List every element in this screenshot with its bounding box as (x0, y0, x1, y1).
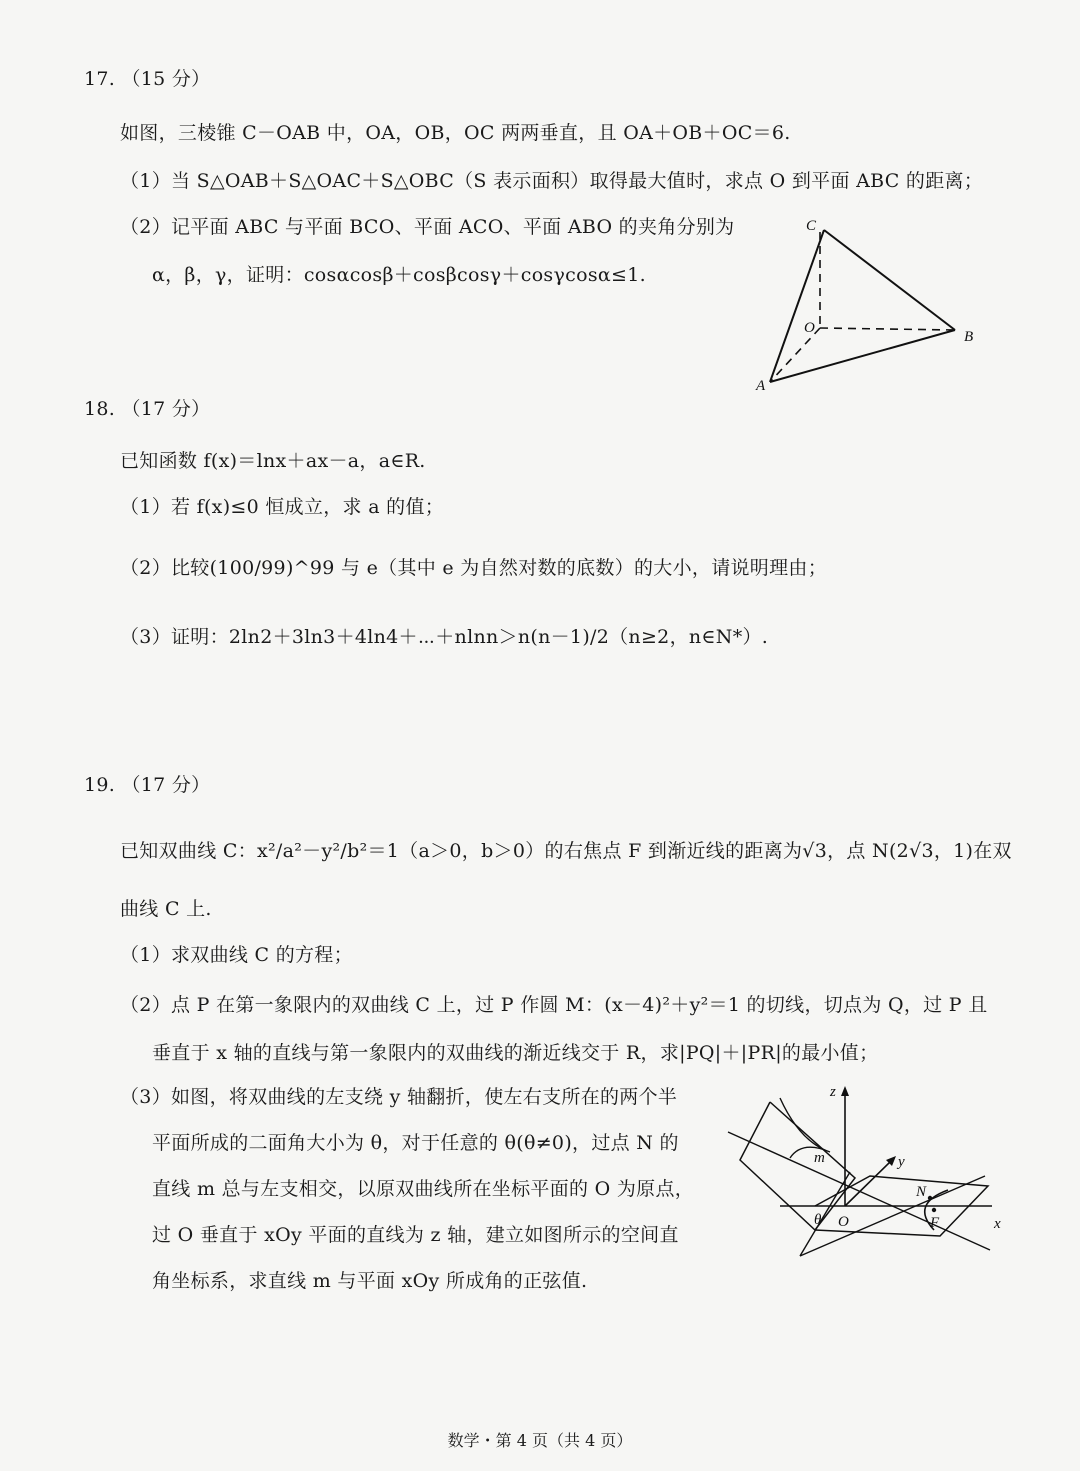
q18-part2: （2）比较(100/99)^99 与 e（其中 e 为自然对数的底数）的大小，请说明理由； (120, 557, 828, 579)
q17-stem: 如图，三棱锥 C－OAB 中，OA，OB，OC 两两垂直，且 OA＋OB＋OC＝6. (120, 122, 791, 144)
q18-part3: （3）证明：2ln2＋3ln3＋4ln4＋⋯＋nlnn＞n(n－1)/2（n≥2，n∈N*）. (120, 626, 769, 648)
q18-stem: 已知函数 f(x)＝lnx＋ax－a，a∈R. (120, 450, 426, 472)
label-theta: θ (814, 1212, 822, 1228)
label-F: F (930, 1215, 940, 1231)
q18-header: 18. （17 分） (84, 398, 211, 420)
label-m: m (814, 1150, 825, 1166)
q19-stem-line1: 已知双曲线 C：x²/a²－y²/b²＝1（a＞0，b＞0）的右焦点 F 到渐近线的距离为√3，点 N(2√3，1)在双 (120, 840, 1012, 862)
q17-header: 17. （15 分） (84, 68, 211, 90)
q17-part1: （1）当 S△OAB＋S△OAC＋S△OBC（S 表示面积）取得最大值时，求点 O 到平面 ABC 的距离； (120, 170, 984, 192)
q19-header: 19. （17 分） (84, 774, 211, 796)
label-y: y (898, 1154, 905, 1170)
q19-part1: （1）求双曲线 C 的方程； (120, 944, 353, 966)
q17-part2-line1: （2）记平面 ABC 与平面 BCO、平面 ACO、平面 ABO 的夹角分别为 (120, 216, 735, 238)
label-C: C (806, 218, 817, 234)
label-N: N (916, 1184, 927, 1200)
q19-part2-line2: 垂直于 x 轴的直线与第一象限内的双曲线的渐近线交于 R，求|PQ|＋|PR|的最小值； (152, 1042, 879, 1064)
page-footer: 数学・第 4 页（共 4 页） (447, 1431, 633, 1450)
label-O: O (838, 1214, 849, 1230)
q19-part3-line4: 过 O 垂直于 xOy 平面的直线为 z 轴，建立如图所示的空间直 (152, 1224, 679, 1246)
q18-part1: （1）若 f(x)≤0 恒成立，求 a 的值； (120, 496, 445, 518)
q19-part3-line1: （3）如图，将双曲线的左支绕 y 轴翻折，使左右支所在的两个半 (120, 1086, 678, 1108)
q19-part3-line2: 平面所成的二面角大小为 θ，对于任意的 θ(θ≠0)，过点 N 的 (152, 1132, 679, 1154)
label-B: B (964, 329, 974, 345)
label-A: A (756, 378, 766, 394)
label-z: z (830, 1084, 836, 1100)
label-x: x (994, 1216, 1001, 1232)
q19-part2-line1: （2）点 P 在第一象限内的双曲线 C 上，过 P 作圆 M：(x－4)²＋y²＝1 的切线，切点为 Q，过 P 且 (120, 994, 988, 1016)
q17-part2-line2: α，β，γ，证明：cosαcosβ＋cosβcosγ＋cosγcosα≤1. (152, 264, 646, 286)
q19-folded-hyperbola-figure (720, 1080, 1020, 1270)
q17-tetrahedron-figure (740, 210, 980, 400)
q19-part3-line5: 角坐标系，求直线 m 与平面 xOy 所成角的正弦值. (152, 1270, 588, 1292)
label-O: O (804, 320, 815, 336)
q19-stem-line2: 曲线 C 上. (120, 898, 212, 920)
q19-part3-line3: 直线 m 总与左支相交，以原双曲线所在坐标平面的 O 为原点， (152, 1178, 695, 1200)
